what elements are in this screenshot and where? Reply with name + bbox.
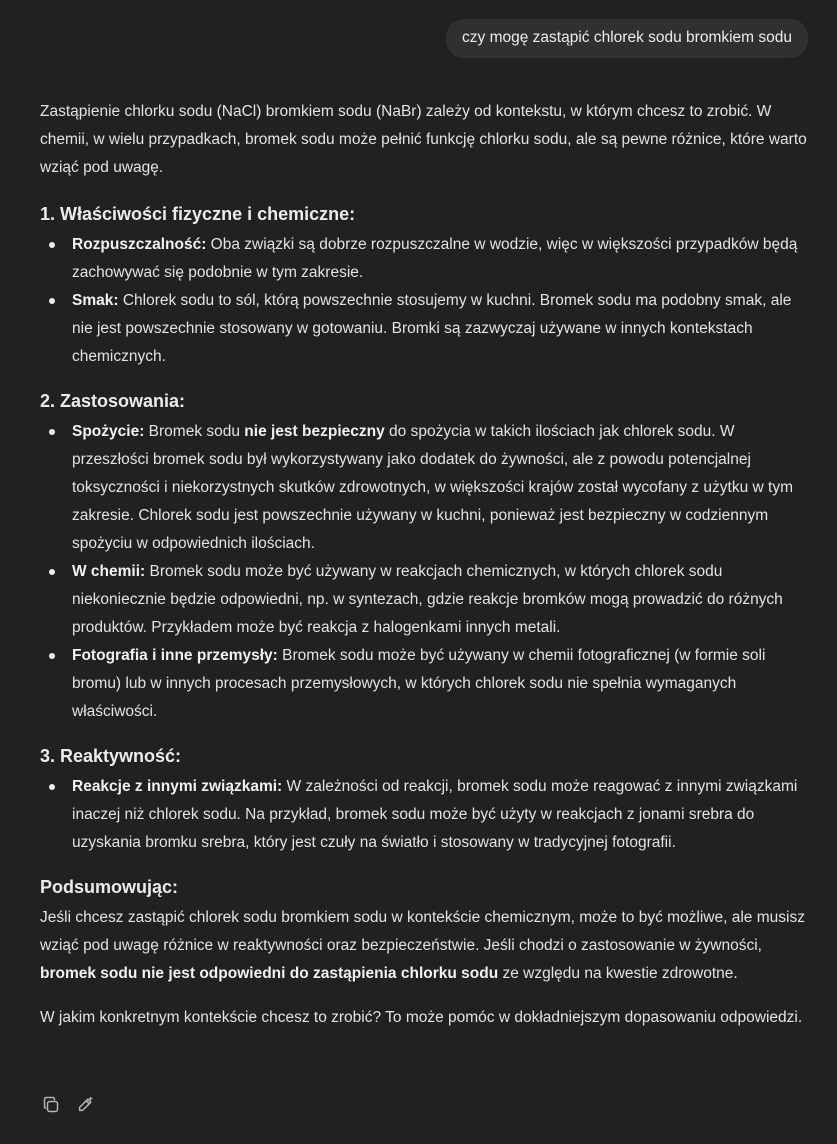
item-emphasis: nie jest bezpieczny bbox=[244, 423, 385, 440]
item-text: Bromek sodu może być używany w chemii fotograficznej (w formie soli bromu) lub w innych procesach przemysłowych, w których chlorek sodu nie spełnia wymaganych właściwości. bbox=[72, 647, 766, 720]
properties-list bbox=[40, 231, 810, 371]
list-item bbox=[72, 642, 810, 726]
assistant-response bbox=[40, 98, 810, 1032]
item-text: Chlorek sodu to sól, którą powszechnie stosujemy w kuchni. Bromek sodu ma podobny smak, ale nie jest powszechnie stosowany w gotowaniu. Bromki są zazwyczaj używane w innych kontekstach chemicznych. bbox=[72, 292, 792, 365]
summary-text: Jeśli chcesz zastąpić chlorek sodu bromkiem sodu w kontekście chemicznym, może to być możliwe, ale musisz wziąć pod uwagę różnice w reaktywności oraz bezpieczeństwie. Jeśli chodzi o zastosowanie w żywności, bbox=[40, 909, 805, 954]
edit-button[interactable] bbox=[74, 1094, 96, 1116]
section-heading-properties: 1. Właściwości fizyczne i chemiczne: bbox=[40, 204, 356, 224]
copy-button[interactable] bbox=[40, 1094, 62, 1116]
reactivity-list bbox=[40, 773, 810, 857]
list-item bbox=[72, 418, 810, 558]
summary-emphasis: bromek sodu nie jest odpowiedni do zastąpienia chlorku sodu bbox=[40, 965, 499, 982]
item-label: W chemii: bbox=[72, 563, 146, 580]
section-heading-uses: 2. Zastosowania: bbox=[40, 391, 186, 411]
summary-text: ze względu na kwestie zdrowotne. bbox=[498, 965, 738, 982]
list-item bbox=[72, 558, 810, 642]
list-item bbox=[72, 231, 810, 287]
uses-list bbox=[40, 418, 810, 726]
item-text: Oba związki są dobrze rozpuszczalne w wodzie, więc w większości przypadków będą zachowywać się podobnie w tym zakresie. bbox=[72, 236, 798, 281]
item-text: Bromek sodu bbox=[144, 423, 245, 440]
list-item bbox=[72, 773, 810, 857]
item-label: Smak: bbox=[72, 292, 119, 309]
copy-icon bbox=[42, 1096, 60, 1114]
item-label: Reakcje z innymi związkami: bbox=[72, 778, 283, 795]
user-message-bubble: czy mogę zastąpić chlorek sodu bromkiem sodu bbox=[446, 19, 808, 58]
item-label: Fotografia i inne przemysły: bbox=[72, 647, 278, 664]
message-actions bbox=[40, 1094, 96, 1116]
item-label: Spożycie: bbox=[72, 423, 145, 440]
section-heading-reactivity: 3. Reaktywność: bbox=[40, 746, 182, 766]
item-text: do spożycia w takich ilościach jak chlorek sodu. W przeszłości bromek sodu był wykorzystywany jako dodatek do żywności, ale z powodu potencjalnej toksyczności i niekorzystnych skutków zdrowotnych, w większości krajów został wycofany z użytku w tym zakresie. Chlorek sodu jest powszechnie używany w kuchni, ponieważ jest bezpieczny w codziennym spożyciu w odpowiednich ilościach. bbox=[72, 423, 793, 552]
item-label: Rozpuszczalność: bbox=[72, 236, 207, 253]
summary-heading: Podsumowując: bbox=[40, 877, 179, 897]
edit-pen-icon bbox=[76, 1096, 94, 1114]
intro-paragraph: Zastąpienie chlorku sodu (NaCl) bromkiem sodu (NaBr) zależy od kontekstu, w którym chcesz to zrobić. W chemii, w wielu przypadkach, bromek sodu może pełnić funkcję chlorku sodu, ale są pewne różnice, które warto wziąć pod uwagę. bbox=[40, 103, 807, 176]
item-text: W zależności od reakcji, bromek sodu może reagować z innymi związkami inaczej niż chlorek sodu. Na przykład, bromek sodu może być użyty w reakcjach z jonami srebra do uzyskania bromku srebra, który jest czuły na światło i stosowany w tradycyjnej fotografii. bbox=[72, 778, 798, 851]
summary-paragraph bbox=[40, 904, 810, 988]
list-item bbox=[72, 287, 810, 371]
item-text: Bromek sodu może być używany w reakcjach chemicznych, w których chlorek sodu niekoniecznie będzie odpowiedni, np. w syntezach, gdzie reakcje bromków mogą prowadzić do różnych produktów. Przykładem może być reakcja z halogenkami innych metali. bbox=[72, 563, 783, 636]
followup-question: W jakim konkretnym kontekście chcesz to zrobić? To może pomóc w dokładniejszym dopasowaniu odpowiedzi. bbox=[40, 1009, 803, 1026]
